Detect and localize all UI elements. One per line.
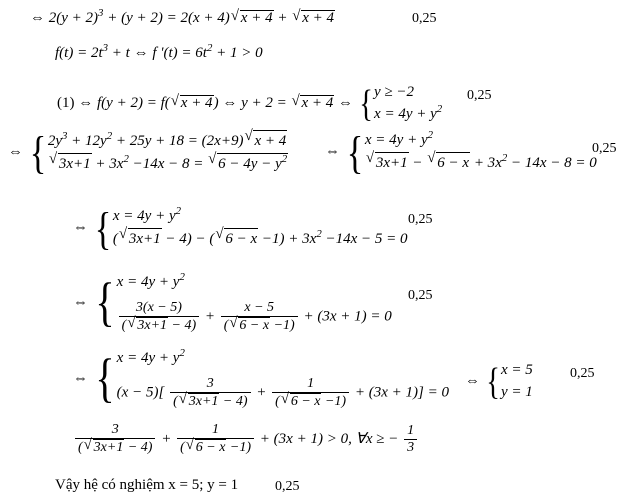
system-row: $x = 4y + y^2$ — [116, 271, 185, 290]
system-row: √ 3x+1 − √ $6 - x + 3x^2 - 14x - 8 = 0$ — [365, 152, 597, 175]
iff-symbol-7b: ⇔ — [465, 373, 480, 390]
iff-symbol-5: ⇔ — [73, 219, 88, 236]
conclusion-line — [55, 478, 238, 493]
line2-expression: $f(t) = 2t^3 + t$ ⇔ f '$(t) = 6t^2 + 1 > 0$ — [55, 42, 263, 61]
fraction-3: $\frac{1}{3}$ — [404, 423, 417, 456]
iff-symbol-4: ⇔ — [8, 144, 23, 161]
left-brace: { — [359, 82, 373, 125]
system-line-6 — [92, 272, 392, 334]
result-system — [484, 360, 533, 404]
conclusion-text: Vậy hệ có nghiệm x = 5; y = 1 — [55, 477, 239, 493]
score-line-1: 0,25 — [412, 11, 437, 26]
left-brace: { — [486, 360, 500, 403]
equation-line-2 — [55, 42, 263, 61]
line8-expression: 3 ( √ 3x+1 − 4) + 1 ( √ 6 − x −1) + (3x + 1) > 0, ∀x ≥ − $\frac{1}{3}$ — [73, 431, 419, 447]
fraction-2: x − 5 ( √ 6 − x −1) — [221, 300, 298, 334]
fraction-1: 3(x − 5) ( √ 3x+1 − 4) — [119, 300, 199, 334]
equation-line-7-right — [465, 360, 533, 404]
iff-symbol-4b: ⇔ — [325, 143, 340, 160]
left-brace: { — [94, 202, 112, 254]
left-brace: { — [346, 126, 364, 178]
equation-line-7 — [73, 348, 449, 410]
equation-line-5 — [73, 202, 408, 254]
system-line-5 — [92, 202, 408, 254]
line3-label: (1) — [57, 95, 75, 112]
system-row: y ≥ −2 — [374, 84, 415, 100]
system-line-4-right — [344, 126, 597, 178]
system-row: $x = 4y + y^2$ — [112, 205, 182, 224]
equation-line-6 — [73, 272, 392, 334]
score-line-9: 0,25 — [275, 479, 300, 494]
iff-symbol-3: ⇔ — [78, 95, 94, 112]
system-row: $x = 4y + y^2$ — [374, 102, 443, 122]
fraction-1: 3 ( √ 3x+1 − 4) — [75, 422, 155, 456]
sqrt-x-plus-4-b: √ x + 4 — [292, 8, 334, 26]
equation-line-4 — [8, 127, 288, 179]
equation-line-3 — [57, 82, 442, 126]
equation-line-4-right — [325, 126, 597, 178]
equation-line-8 — [73, 422, 419, 456]
system-row: $2y^3 + 12y^2 + 25y + 18 = (2x+9)$ √ x + 4 — [48, 130, 288, 153]
score-line-5: 0,25 — [408, 212, 433, 227]
iff-symbol-6: ⇔ — [73, 294, 88, 311]
system-line-7 — [92, 348, 449, 410]
iff-symbol: ⇔ — [30, 10, 45, 26]
fraction-2: 1 ( √ 6 − x −1) — [272, 376, 349, 410]
system-line-3 — [357, 82, 442, 126]
score-line-3: 0,25 — [467, 88, 492, 103]
score-line-4: 0,25 — [592, 141, 617, 156]
fraction-2: 1 ( √ 6 − x −1) — [177, 422, 254, 456]
score-line-6: 0,25 — [408, 288, 433, 303]
iff-symbol-7: ⇔ — [73, 370, 88, 387]
score-line-7: 0,25 — [570, 366, 595, 381]
system-row: √ $3x+1 + 3x^2 -14x - 8$ = √ $6 - 4y - y^2$ — [48, 153, 288, 176]
line1-expression: $2(y + 2)^3 + (y + 2) = 2(x + 4)$ √ x + 4 + √ x + 4 — [48, 7, 334, 26]
system-row: x = 5 — [501, 362, 533, 378]
sqrt-x-plus-4: √ x + 4 — [230, 8, 273, 26]
system-row: ( √ 3x+1 − 4) − ( √ $6 - x -1) + 3x^2 -14x - 5 = 0$ — [113, 228, 408, 251]
system-line-4-left — [27, 127, 288, 179]
system-row: y = 1 — [501, 383, 533, 400]
equation-line-1 — [30, 7, 335, 26]
line3-expression: f(y + 2) = f( √ x + 4) ⇔ y + 2 = √ x + 4 ⇔ — [97, 93, 354, 112]
system-row: $x = 4y + y^2$ — [364, 129, 434, 148]
left-brace: { — [94, 272, 115, 333]
system-row: 3(x − 5) ( √ 3x+1 − 4) + x − 5 ( √ 6 − x −1) + (3x + 1) = 0 — [117, 300, 392, 334]
system-row: (x − 5)[ 3 ( √ 3x+1 − 4) + 1 ( √ 6 − x −1) + (3x + 1)] = 0 — [116, 375, 449, 409]
system-row: $x = 4y + y^2$ — [116, 347, 185, 366]
fraction-1: 3 ( √ 3x+1 − 4) — [170, 376, 250, 410]
left-brace: { — [29, 127, 47, 179]
left-brace: { — [94, 348, 115, 409]
